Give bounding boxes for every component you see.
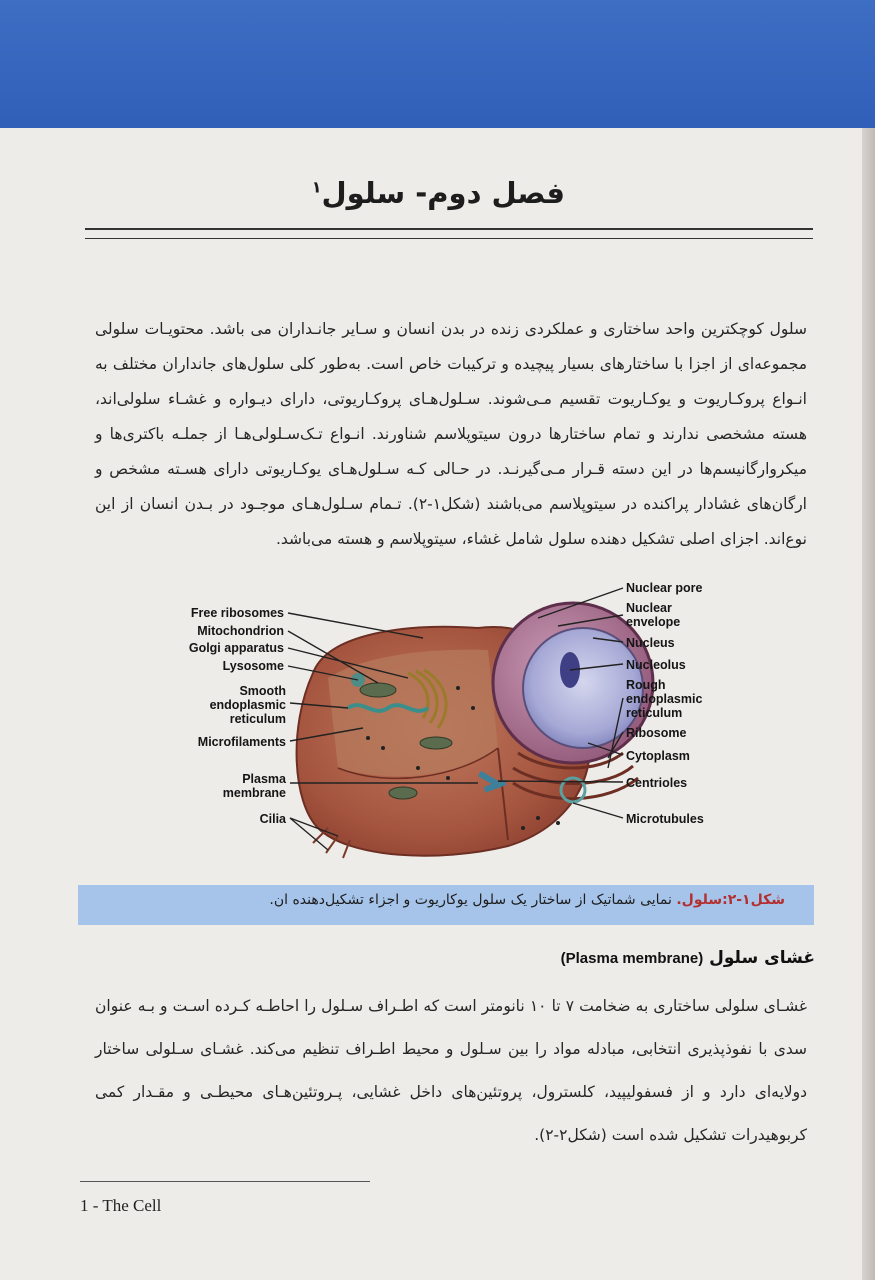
section-heading <box>561 948 815 968</box>
label-nucleus: Nucleus <box>626 636 675 650</box>
title-rule <box>85 228 813 239</box>
intro-paragraph: سلول کوچکترین واحد ساختاری و عملکردی زنده در بدن انسان و سـایر جانـداران می باشد. محتویـات سلولی مجموعه‌ای از اجزا با ساختارهای بسیار پیچیده و ترکیبات خاص است. به‌طور کلی سلول‌های جانداران مختلف به انـواع پروکـاریوت و یوکـاریوت تقسیم مـی‌شوند. سـلول‌هـای پروکـاریوتی، دارای دیـواره و غشـاء سلولی‌اند، هسته مشخصی ندارند و تمام ساختارها درون سیتوپلاسم شناورند. انـواع تـک‌سـلولی‌هـا از جملـه باکتری‌ها و میکروارگانیسم‌ها در این دسته قـرار مـی‌گیرنـد. در حـالی کـه سـلول‌هـای یوکـاریوتی دارای هسـته مشخص و ارگان‌های غشادار پراکنده در سیتوپلاسم می‌باشند (شکل۱-۲). تـمام سـلول‌هـای موجـود در بـدن انسان از این نوع‌اند. اجزای اصلی تشکیل دهنده سلول شامل غشاء، سیتوپلاسم و هسته می‌باشد. <box>95 320 807 548</box>
label-rough-er: Rough endoplasmic reticulum <box>626 678 703 720</box>
label-cytoplasm: Cytoplasm <box>626 749 690 763</box>
label-smooth-er: Smooth endoplasmic reticulum <box>209 684 286 726</box>
section-heading-fa: غشای سلول <box>709 948 815 968</box>
chapter-title: فصل دوم- سلول$^۱$ <box>311 176 565 210</box>
figure-caption <box>269 892 785 908</box>
label-microfilaments: Microfilaments <box>197 735 286 749</box>
label-centrioles: Centrioles <box>626 776 688 790</box>
caption-label: شکل۱-۲:سلول. <box>676 892 785 908</box>
nucleus <box>523 628 643 748</box>
mitochondrion <box>360 683 396 697</box>
cell-figure <box>178 578 738 868</box>
label-cilia: Cilia <box>259 812 286 826</box>
mitochondrion <box>420 737 452 749</box>
membrane-paragraph: غشـای سلولی ساختاری به ضخامت ۷ تا ۱۰ نانومتر است که اطـراف سـلول را احاطـه کـرده اسـت و بـه عنوان سدی با نفوذپذیری انتخابی، مبادله مواد را بین سـلول و محیط اطـراف تنظیم می‌کند. غشـای سـلولی ساختار دولایه‌ای دارد و از فسفولیپید، کلسترول، پروتئین‌های داخل غشایی، پـروتئین‌هـای محیطـی و مقـدار کمی کربوهیدرات تشکیل شده است (شکل۲-۲). <box>95 997 808 1144</box>
label-nuclear-pore: Nuclear pore <box>626 581 703 595</box>
label-golgi-apparatus: Golgi apparatus <box>188 641 284 655</box>
section-heading-en: (Plasma membrane) <box>560 950 704 967</box>
label-lysosome: Lysosome <box>222 659 284 673</box>
footnote-rule <box>80 1181 370 1182</box>
caption-text: نمایی شماتیک از ساختار یک سلول یوکاریوت و اجزاء تشکیل‌دهنده ‌ان. <box>269 892 677 908</box>
footnote-marker: ۱ <box>311 177 322 197</box>
label-nucleolus: Nucleolus <box>626 658 686 672</box>
label-mitochondrion: Mitochondrion <box>197 624 284 638</box>
label-plasma-membrane: Plasma membrane <box>222 772 286 800</box>
page-edge <box>862 128 875 1280</box>
mitochondrion <box>389 787 417 799</box>
label-microtubules: Microtubules <box>626 812 704 826</box>
footnote: 1 - The Cell <box>80 1196 162 1215</box>
label-free-ribosomes: Free ribosomes <box>190 606 284 620</box>
blue-header-band <box>0 0 875 130</box>
label-ribosome: Ribosome <box>626 726 687 740</box>
label-nuclear-envelope: Nuclear envelope <box>626 601 681 629</box>
